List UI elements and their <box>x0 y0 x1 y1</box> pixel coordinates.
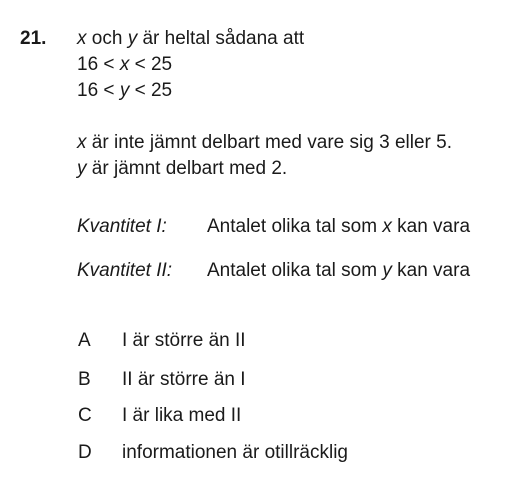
question-intro: x och y är heltal sådana att <box>77 28 305 49</box>
option-c-text: I är lika med II <box>122 405 242 426</box>
quantity-2-text: Antalet olika tal som y kan vara <box>207 260 471 281</box>
quantity-2-label: Kvantitet II: <box>77 260 173 281</box>
option-b-letter: B <box>78 369 91 390</box>
info-y: y är jämnt delbart med 2. <box>77 158 288 179</box>
question-number: 21. <box>20 28 47 49</box>
option-d-text: informationen är otillräcklig <box>122 442 348 463</box>
condition-x: 16 < x < 25 <box>77 54 173 75</box>
option-a-text: I är större än II <box>122 330 246 351</box>
info-x: x är inte jämnt delbart med vare sig 3 eller 5. <box>77 132 453 153</box>
option-c-letter: C <box>78 405 92 426</box>
condition-y: 16 < y < 25 <box>77 80 173 101</box>
option-a-letter: A <box>78 330 91 351</box>
quantity-1-label: Kvantitet I: <box>77 216 167 237</box>
option-b-text: II är större än I <box>122 369 246 390</box>
quantity-1-text: Antalet olika tal som x kan vara <box>207 216 471 237</box>
option-d-letter: D <box>78 442 92 463</box>
